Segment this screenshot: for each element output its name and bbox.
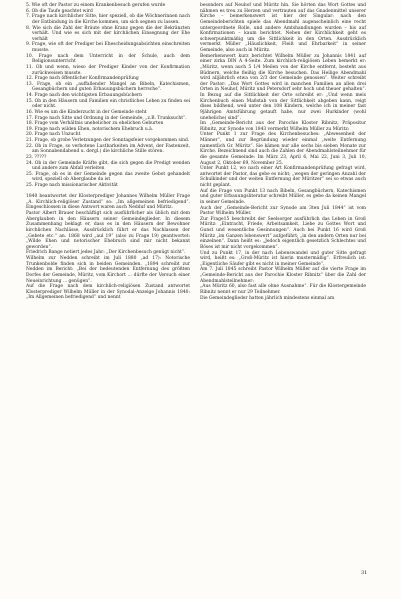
- body-paragraph: besonders auf Neuhof und Müritz hin. Sie hörten das Wort Gottes und nähmen es treu zu Herzen und vertrauten auf das Gnadenmittel unserer Kirche – bemerkenswert ist hier der Singular: nach den Gemeindeberichten spiele das Abendmahl augenscheinlich eine recht untergeordnete Rolle, und andere Amtshandlungen wurden – bis auf Konfirmationen – kaum berichtet. Neben der Kirchlichkeit geht es schwerpunktmäßig um die Sittlichkeit in den Orten. Ausdrücklich vermerkt Müller „Häuslichkeit, Fleiß und Ehrbarkeit“ in seiner Gemeinde, also auch in Müritz.: [200, 3, 366, 53]
- body-paragraph: Im „Gemeinde-Bericht aus der Parochie Kloster Ribnitz, Präpositur Ribnitz, zur Synode von 1843 vermerkt Wilhelm Müller zu Müritz:: [200, 121, 366, 132]
- body-paragraph: „Aus Müritz 60, also fast alle ohne Ausnahme“. Für die Klostergemeinde Ribnitz nennt er nur 29 Teilnehmer.: [200, 284, 366, 295]
- question-item: 10. Frage nach dem Unterricht in der Schule, auch dem Religionsunterricht: [26, 53, 190, 65]
- question-item: 12. Frage nach öffentlicher Konfirmandenprüfung: [26, 76, 139, 82]
- question-item: 18. Frage vom Verhältnis unehelicher zu ehelichen Geburten: [26, 121, 164, 127]
- question-item: 6. Ob die Taufe geachtet wird: [26, 8, 93, 14]
- question-item: 17. Frage nach Sitte und Ordnung in der Gemeinde, „z.B. Trunksucht“.: [26, 115, 187, 121]
- body-paragraph: Auf die Frage von Punkt 13 nach Bibeln, Gesangbüchern, Katechismen und guter Erbauungsliteratur schreibt Müller, es gebe da keinen Mangel in seiner Gemeinde.: [200, 188, 366, 205]
- body-paragraph: Und zu Punkt 17, in der nach Lebenswandel und guter Sitte gefragt wird, heißt es: „Groß-Müritz ist hierin mustermäßig“. Erfreulich ist: „Eigentliche Säufer gibt es nicht in meiner Gemeinde“.: [200, 250, 366, 267]
- body-paragraph: Auch der „Gemeinde-Bericht zur Synode am 3ten Juli 1844“ ist vom Pastor Wilhelm Müller.: [200, 205, 366, 217]
- body-paragraph: Friedrich Bange notiert jedes Jahr: „Der Kirchenbesuch genügt nicht“.: [26, 250, 186, 256]
- question-item: 7. Frage nach kirchlicher Sitte, hier speziell, ob die Wöchnerinnen nach der Entbindung in die Kirche kommen, um sich segnen zu lassen.: [26, 14, 190, 25]
- body-paragraph: Auf die Frage nach dem kirchlich-religiösen Zustand antwortet Klosterprediger Wilhelm Müller in der Synodal-Anzeige Johannis 1840: „Im Allgemeinen befriedigend“ und nennt: [26, 284, 190, 301]
- body-paragraph: Pastor Albert Brauer beschäftigt sich ausführlicher als üblich mit dem Aberglauben in den Häusern seiner Gemeindeglieder. In diesem Zusammenhang beklagt er, dass es in den Häusern der Bewohner kirchlichen Nachlässe, Ausdrücklich führt er das Nachlassen der „Gebete etc.“ an. 1868 wird „aul 19“ (also zu Frage 19) geantwortet: „Wilde Ehen und notorischer Ehebruch sind mir nicht bekannt geworden“.: [26, 211, 190, 250]
- question-item: 8. Wie sich die Zahl der Bräute ohne Kranz gegen die der Bekränzten verhält. Und wie es sich mit der kirchlichen Einsegnung der Ehe verhält: [26, 25, 190, 42]
- left-column: [26, 3, 190, 301]
- question-item: 21. Frage, ob grobe Verletzungen der Sonntagsfeier vorgekommen sind.: [26, 138, 190, 143]
- body-paragraph: Am 7. Juli 1845 schreibt Pastor Wilhelm Müller auf die vierte Frage im „Gemeinde-Bericht aus der Parochie Kloster Ribnitz“ über die Zahl der Abendmahlsteilnehmer:: [200, 267, 366, 284]
- question-item: 23. ?????: [26, 154, 47, 160]
- body-paragraph: Unter Punkt 1 zur Frage des Kirchenbesuches: „Abwesenheit der Männer“, und zur Begründung wieder einmal „weite Entfernung namentlich Gr. Müritz“. Sie kämen nur alle sechs bis sieben Monate zur Kirche. Bezeichnend sind auch die Zahlen der Abendmahlsteilnehmer für die gesamte Gemeinde: Im März 23, April 6, Mai 22, Juni 3, Juli 10, August 2, Oktober 69, November 25.: [200, 132, 366, 166]
- question-item: 5. Wie oft der Pastor zu einem Krankenbesuch gerufen wurde: [26, 3, 166, 8]
- body-paragraph: Zur Frage15 beschreibt der Seelsorger ausführlich das Leben in Groß Müritz: „Eintracht, Friede, Arbeitsamkeit, Liebe zu Gottes Wort und Gunst und wesentliche Gesinnungen“. Auch bei Punkt 16 wird Groß Müritz „im Ganzen lobenswert“ aufgeführt; „in den andern Orten nur bei einzelnen“. Dann heißt es: „Jedoch eigentlich gesetzlich Schlechtes und Böses ist mir nicht vorgekommen“.: [200, 216, 366, 250]
- question-item: 16. Wie es um die Kinderzucht in der Gemeinde steht: [26, 109, 147, 115]
- body-paragraph: Unter Punkt 12, wo nach einer Art Konfirmandenprüfung gefragt wird, antwortet der Pastor, das gebe es nicht; „wegen der geringen Anzahl der Schulkinder und der weiten Entfernung der Müritzer“ sei so etwas auch nicht geplant.: [200, 166, 366, 188]
- question-item: 25. Frage, ob es in der Gemeinde gegen das zweite Gebot gehandelt wird, speziell ob Aberglaube da ist: [26, 171, 190, 183]
- question-item: 11. Ob und wenn, wieso der Prediger Kinder von der Konfirmation zurückweisen musste.: [26, 64, 190, 76]
- body-paragraph: Die Gemeindeglieder hatten jährlich mindestens einmal am: [200, 295, 335, 301]
- question-item: 14. Frage nach den wichtigsten Erbauungsbüchern: [26, 93, 142, 98]
- right-column: [200, 3, 366, 301]
- body-paragraph: Wilhelm zur Nedden schreibt im Juli 1880 „ad 17): Notorische Trunkenbolde finden sich in beiden Gemeinden. „1894 schreibt zur Nedden im Bericht: „Bei der bedeutenden Entfernung des größten Dorfes der Gemeinde, Müritz, vom Kirchort ... dürfte der Versuch einer Neueinrichtung ... genügen“.: [26, 256, 190, 284]
- question-item: 22. Ob in Frage, so verbotene Lustbarkeiten im Advent, der Fastenzeit, am Sonnabendabend u. dergl.) die kirchliche Stille stören.: [26, 143, 190, 155]
- body-paragraph: Bemerkenswert kurz berichtet Wilhelm Müller zu Johannis 1841 auf einer zirka DIN A 4-Seite. Zum kirchlich-religiösen Leben bemerkt er: „Müritz, wenn auch 5 1/4 Meilen von der Kirche entfernt, besteht aus Büdnern, welche fleißig die Kirche besuchen. Das Heilige Abendmahl wird alljährlich etwa von 2/3 der Gemeinde genossen“. Weiter schreibt der Pastor: „Das Wort Gottes wird in manchen Familien an allen drei Orten in Neuhof, Müritz und Petersdorf sehr hoch und theuer gehalten“. In Bezug auf die Sittlichkeit der Orte schreibt er: „Und wenn meis Kirchenbuch einen Maßstab von der Sittlichkeit abgeben kann, reigt dises bildhend, weil unter den 108 Kindern, welche ich in meiner fast 9jährigen Amtsführung getauft habe, nur zwei Hurkinder (wohl uneheliche) sind“.: [200, 53, 366, 121]
- page-number: 31: [361, 570, 368, 576]
- question-item: 13. Frage, ob ein „auffallender Mangel an Bibeln, Katechismen, Gesangbüchern und guten Erbauungsbüchern herrsche“.: [26, 81, 190, 93]
- question-item: 19. Frage nach wilden Ehen, notorischem Ehebruch u.ä.: [26, 126, 154, 132]
- question-item: 24. Ob in der Gemeinde Kräfte gibt, die sich gegen die Predigt wenden und andere zum Abfall verleiten: [26, 160, 190, 172]
- question-item: 15. Ob in den Häusern und Familien ein christliches Leben zu finden sei oder nicht.: [26, 98, 190, 110]
- question-item: 25. Frage nach missionarischer Aktivität: [26, 183, 118, 188]
- question-item: 20. Frage nach Unzucht: [26, 132, 81, 138]
- question-item: 9. Frage, wie oft der Prediger bei Ehescheidungsabsichten einschreiten musste.: [26, 42, 190, 53]
- body-paragraph: 1840 beantwortet der Klosterprediger Johannes Wilhelm Müller Frage „A. Kirchlich-religiöser Zustand“ so: „Im allgemeinen befriedigend“. Eingeschlossen in diese Antwort waren auch Nedduf und Müritz.: [26, 194, 190, 211]
